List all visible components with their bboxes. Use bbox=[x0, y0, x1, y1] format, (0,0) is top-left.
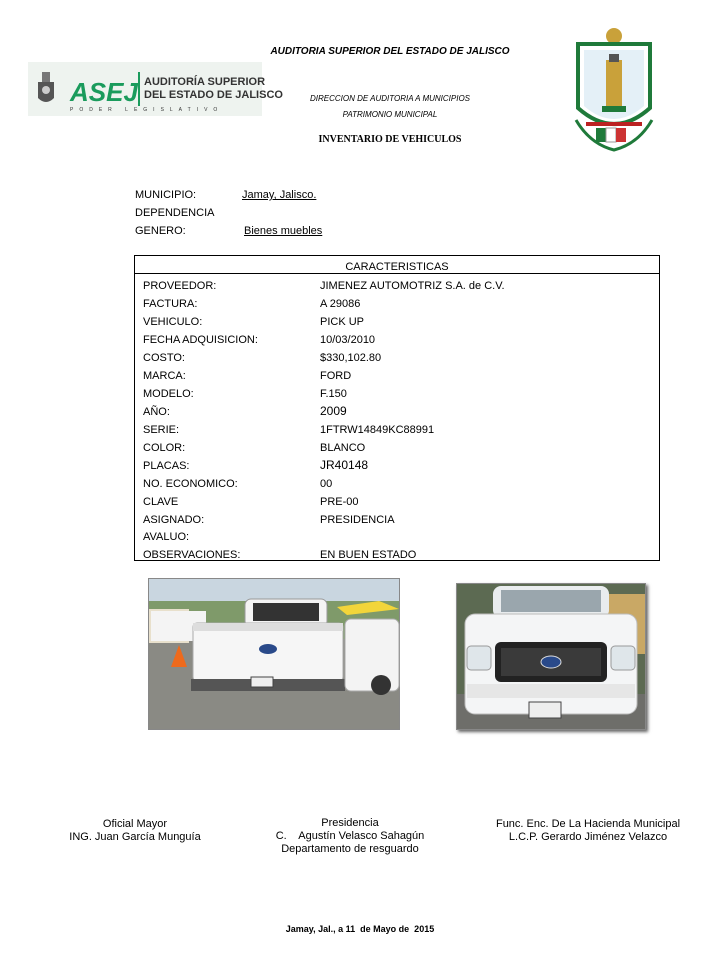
signature-right-name: L.C.P. Gerardo Jiménez Velazco bbox=[508, 831, 668, 843]
row-value: A 29086 bbox=[320, 298, 361, 310]
meta-municipio-value: Jamay, Jalisco. bbox=[242, 189, 317, 201]
header-subtitle-patrimonio: PATRIMONIO MUNICIPAL bbox=[342, 110, 438, 119]
row-value: JR40148 bbox=[320, 458, 369, 472]
row-label: MARCA: bbox=[143, 370, 186, 382]
row-value: JIMENEZ AUTOMOTRIZ S.A. de C.V. bbox=[320, 280, 505, 292]
svg-text:AUDITORÍA SUPERIOR: AUDITORÍA SUPERIOR bbox=[144, 76, 266, 88]
row-value: $330,102.80 bbox=[320, 352, 382, 364]
truck-front-photo bbox=[456, 583, 646, 730]
row-label: SERIE: bbox=[143, 424, 180, 436]
inventory-title: INVENTARIO DE VEHICULOS bbox=[318, 134, 462, 145]
row-label: ASIGNADO: bbox=[143, 514, 205, 526]
row-label: AVALUO: bbox=[143, 531, 190, 543]
row-label: NO. ECONOMICO: bbox=[143, 478, 238, 490]
signature-oficial-mayor bbox=[40, 818, 230, 844]
table-heading: CARACTERISTICAS bbox=[135, 256, 659, 274]
signature-left-title: Oficial Mayor bbox=[102, 818, 168, 830]
svg-text:PODER LEGISLATIVO: PODER LEGISLATIVO bbox=[70, 107, 224, 113]
signature-presidencia bbox=[240, 817, 460, 856]
row-value: FORD bbox=[320, 370, 352, 382]
meta-genero-value: Bienes muebles bbox=[244, 225, 323, 237]
meta-dependencia-label: DEPENDENCIA bbox=[135, 207, 215, 219]
row-label: COSTO: bbox=[143, 352, 185, 364]
characteristics-table bbox=[134, 255, 660, 561]
meta-genero-label: GENERO: bbox=[135, 225, 186, 237]
row-label: AÑO: bbox=[143, 406, 170, 418]
truck-rear-photo bbox=[148, 578, 400, 730]
row-label: PROVEEDOR: bbox=[143, 280, 217, 292]
row-value: 00 bbox=[320, 478, 333, 490]
row-value: PICK UP bbox=[320, 316, 365, 328]
signature-center-title: Presidencia bbox=[321, 817, 379, 829]
row-value: EN BUEN ESTADO bbox=[320, 549, 417, 561]
row-label: CLAVE bbox=[143, 496, 179, 508]
municipal-seal-icon bbox=[566, 24, 662, 156]
signature-hacienda bbox=[468, 818, 708, 844]
row-label: COLOR: bbox=[143, 442, 186, 454]
signature-center-name: C. Agustín Velasco Sahagún bbox=[275, 830, 425, 842]
row-value: 10/03/2010 bbox=[320, 334, 376, 346]
meta-municipio-label: MUNICIPIO: bbox=[135, 189, 197, 201]
footer-date: Jamay, Jal., a 11 de Mayo de 2015 bbox=[285, 924, 435, 934]
row-value: PRESIDENCIA bbox=[320, 514, 395, 526]
svg-text:DEL ESTADO DE JALISCO: DEL ESTADO DE JALISCO bbox=[144, 89, 283, 101]
signature-left-name: ING. Juan García Munguía bbox=[69, 831, 201, 843]
row-value: PRE-00 bbox=[320, 496, 359, 508]
row-label: MODELO: bbox=[143, 388, 194, 400]
signature-center-dept: Departamento de resguardo bbox=[281, 843, 419, 855]
row-label: FECHA ADQUISICION: bbox=[143, 334, 258, 346]
asej-logo bbox=[28, 62, 283, 116]
header-subtitle-auditoria: DIRECCION DE AUDITORIA A MUNICIPIOS bbox=[309, 94, 470, 103]
row-value: 2009 bbox=[320, 404, 347, 418]
row-label: VEHICULO: bbox=[143, 316, 203, 328]
signature-right-title: Func. Enc. De La Hacienda Municipal bbox=[495, 818, 681, 830]
row-label: PLACAS: bbox=[143, 460, 190, 472]
logo-asej-text: ASEJ bbox=[70, 77, 138, 107]
row-value: BLANCO bbox=[320, 442, 366, 454]
header-title: AUDITORIA SUPERIOR DEL ESTADO DE JALISCO bbox=[270, 46, 510, 57]
row-label: FACTURA: bbox=[143, 298, 198, 310]
row-value: F.150 bbox=[320, 388, 347, 400]
row-value: 1FTRW14849KC88991 bbox=[320, 424, 435, 436]
row-label: OBSERVACIONES: bbox=[143, 549, 241, 561]
